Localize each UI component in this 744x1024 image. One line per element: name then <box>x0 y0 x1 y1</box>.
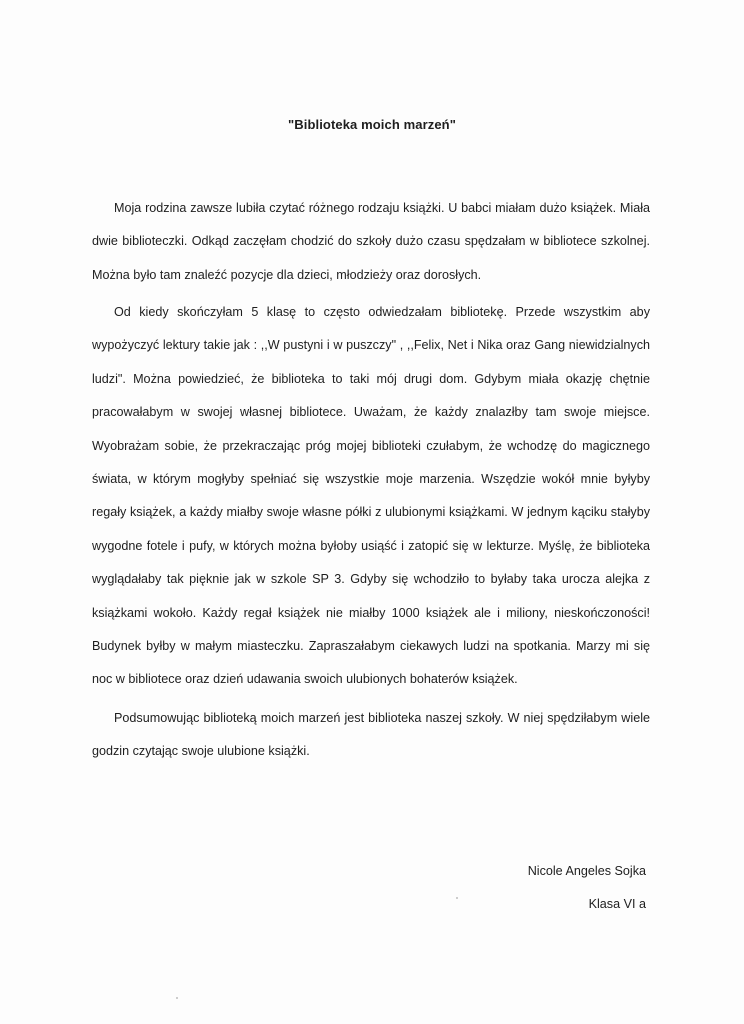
paragraph-2: Od kiedy skończyłam 5 klasę to często odwiedzałam bibliotekę. Przede wszystkim aby wypożyczyć lektury takie jak : ,,W pustyni i w puszczy" , ,,Felix, Net i Nika oraz Gang niewidzialnych ludzi". Można powiedzieć, że biblioteka to taki mój drugi dom. Gdybym miała okazję chętnie pracowałabym w swojej własnej bibliotece. Uważam, że każdy znalazłby tam swoje miejsce. Wyobrażam sobie, że przekraczając próg mojej biblioteki czułabym, że wchodzę do magicznego świata, w którym mogłyby spełniać się wszystkie moje marzenia. Wszędzie wokół mnie byłyby regały książek, a każdy miałby swoje własne półki z ulubionymi książkami. W jednym kąciku stałyby wygodne fotele i pufy, w których można byłoby usiąść i zatopić się w lekturze. Myślę, że biblioteka wyglądałaby tak pięknie jak w szkole SP 3. Gdyby się wchodziło to byłaby taka urocza alejka z książkami wokoło. Każdy regał książek nie miałby 1000 książek ale i miliony, nieskończoności! Budynek byłby w małym miasteczku. Zapraszałabym ciekawych ludzi na spotkania. Marzy mi się noc w bibliotece oraz dzień udawania swoich ulubionych bohaterów książek. <box>92 305 650 687</box>
author-class: Klasa VI a <box>588 897 646 911</box>
document-title: "Biblioteka moich marzeń" <box>288 117 456 132</box>
scan-speck <box>176 997 178 999</box>
paragraph-1: Moja rodzina zawsze lubiła czytać różnego rodzaju książki. U babci miałam dużo książek. Miała dwie biblioteczki. Odkąd zaczęłam chodzić do szkoły dużo czasu spędzałam w bibliotece szkolnej. Można było tam znaleźć pozycje dla dzieci, młodzieży oraz dorosłych. <box>92 201 650 282</box>
scan-speck <box>456 897 458 899</box>
paragraph-3: Podsumowując biblioteką moich marzeń jest biblioteka naszej szkoły. W niej spędziłabym wiele godzin czytając swoje ulubione książki. <box>92 711 650 759</box>
author-name: Nicole Angeles Sojka <box>527 864 646 878</box>
